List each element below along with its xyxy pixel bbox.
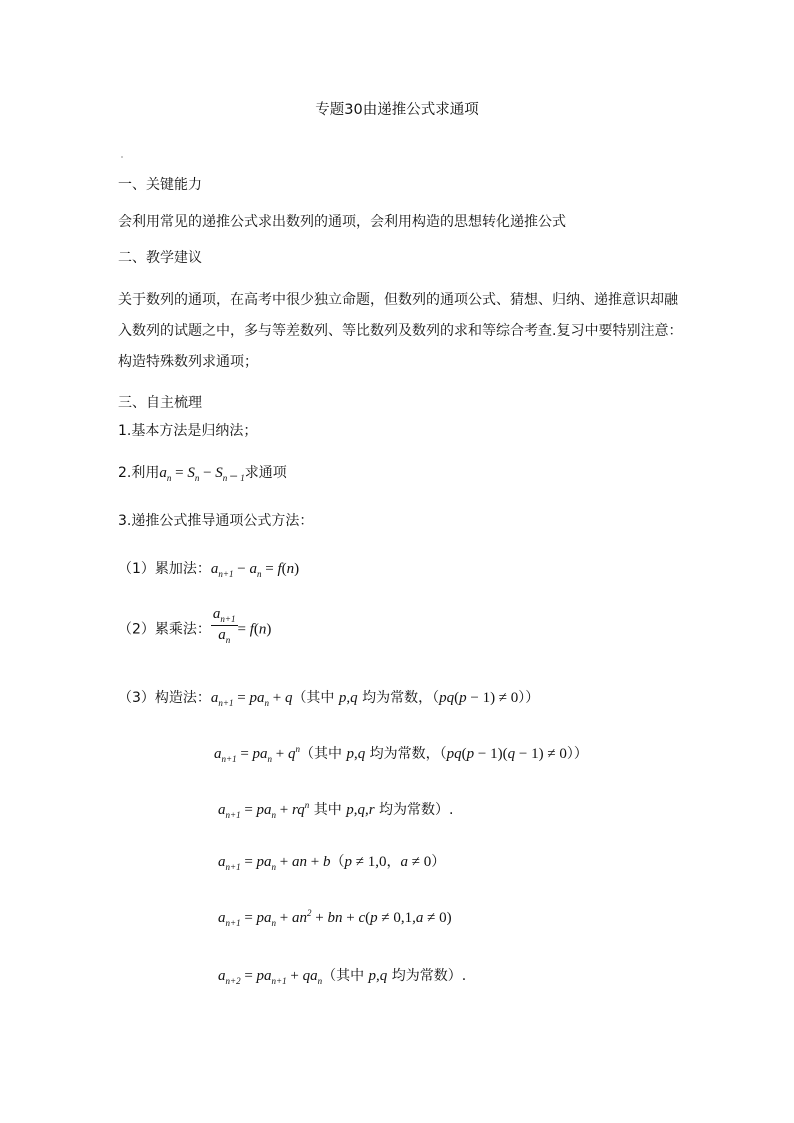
construct-2-note-suffix: ）） <box>566 746 588 762</box>
formula-construct-3: $a_{n+1} = pa_n + rq^n$ <box>218 800 310 820</box>
formula-construct-5: $a_{n+1} = pa_n + an^2$ + bn + c(p ≠ 0,1,a ≠ 0) <box>218 908 452 928</box>
method-1-label: （1）累加法： <box>118 561 211 577</box>
formula-an-sn: $a_n = S_n - S_{n - 1}$ <box>159 465 245 485</box>
item-1: 1.基本方法是归纳法； <box>118 423 258 439</box>
construct-1-note-suffix: ）） <box>518 690 540 706</box>
section2-heading: 二、教学建议 <box>118 250 202 266</box>
construct-2-note-prefix: （其中 <box>300 746 347 762</box>
formula-pq-condition: pq(p − 1) ≠ 0 <box>439 690 519 706</box>
formula-pq-6: p,q <box>368 968 388 984</box>
method-3 <box>118 689 539 708</box>
construct-4-note-suffix: ） <box>431 854 446 870</box>
formula-construct-4: $a_{n+1} = pa_n$ + an + b <box>218 854 331 872</box>
formula-pq-2: p,q <box>346 746 366 762</box>
formula-pq-condition-2: pq(p − 1)(q − 1) ≠ 0 <box>446 746 567 762</box>
formula-ratio-fraction: $\frac{a_{n+1}}{a_n}$ <box>212 606 236 645</box>
item-2 <box>118 464 287 483</box>
formula-construct-1: $a_{n+1} = pa_n + q$ <box>210 690 293 708</box>
section1-text: 会利用常见的递推公式求出数列的通项，会利用构造的思想转化递推公式 <box>118 214 566 230</box>
item-3: 3.递推公式推导通项公式方法： <box>118 513 314 529</box>
construct-6-note-suffix: 均为常数）. <box>387 968 467 984</box>
section2-line-3: 构造特殊数列求通项； <box>118 354 258 370</box>
section2-line-1: 关于数列的通项，在高考中很少独立命题，但数列的通项公式、猜想、归纳、递推意识却融 <box>118 292 678 308</box>
item-2-prefix: 2.利用 <box>118 465 160 481</box>
method-2-label: （2）累乘法： <box>118 621 211 638</box>
page-title: 专题30由递推公式求通项 <box>315 102 479 118</box>
item-2-suffix: 求通项 <box>244 465 287 481</box>
section3-heading: 三、自主梳理 <box>118 395 202 411</box>
construct-6 <box>218 967 466 986</box>
section2-line-2: 入数列的试题之中，多与等差数列、等比数列及数列的求和等综合考查.复习中要特别注意： <box>118 323 683 339</box>
construct-3-note-prefix: 其中 <box>309 802 347 818</box>
construct-6-note-prefix: （其中 <box>322 968 369 984</box>
method-1 <box>118 560 299 579</box>
method-3-label: （3）构造法： <box>118 690 211 706</box>
formula-construct-6: $a_{n+2} = pa_{n+1} + qa_n$ <box>218 968 323 986</box>
formula-a-condition: a ≠ 0 <box>400 854 432 870</box>
construct-4-note-prefix: （ <box>330 854 345 870</box>
method-2 <box>118 606 272 645</box>
formula-accumulate: $a_{n+1} - a_n = f(n)$ <box>210 561 300 579</box>
construct-4 <box>218 853 445 872</box>
scan-mark <box>121 156 123 158</box>
formula-pqr: p,q,r <box>346 802 375 818</box>
section1-heading: 一、关键能力 <box>118 177 202 193</box>
construct-1-note-prefix: （其中 <box>292 690 339 706</box>
construct-5 <box>218 909 452 928</box>
formula-p-condition: p ≠ 1,0 <box>344 854 387 870</box>
construct-3-note-suffix: 均为常数）. <box>374 802 454 818</box>
construct-4-note-mid: ， <box>386 854 401 870</box>
construct-2-note-mid: 均为常数，（ <box>365 746 447 762</box>
construct-3 <box>218 801 453 820</box>
formula-pq: p,q <box>338 690 358 706</box>
formula-multiply: = f(n) <box>237 621 272 638</box>
construct-1-note-mid: 均为常数，（ <box>357 690 440 706</box>
construct-2 <box>214 745 588 764</box>
formula-construct-2: $a_{n+1} = pa_n + q^n$ <box>214 744 301 764</box>
